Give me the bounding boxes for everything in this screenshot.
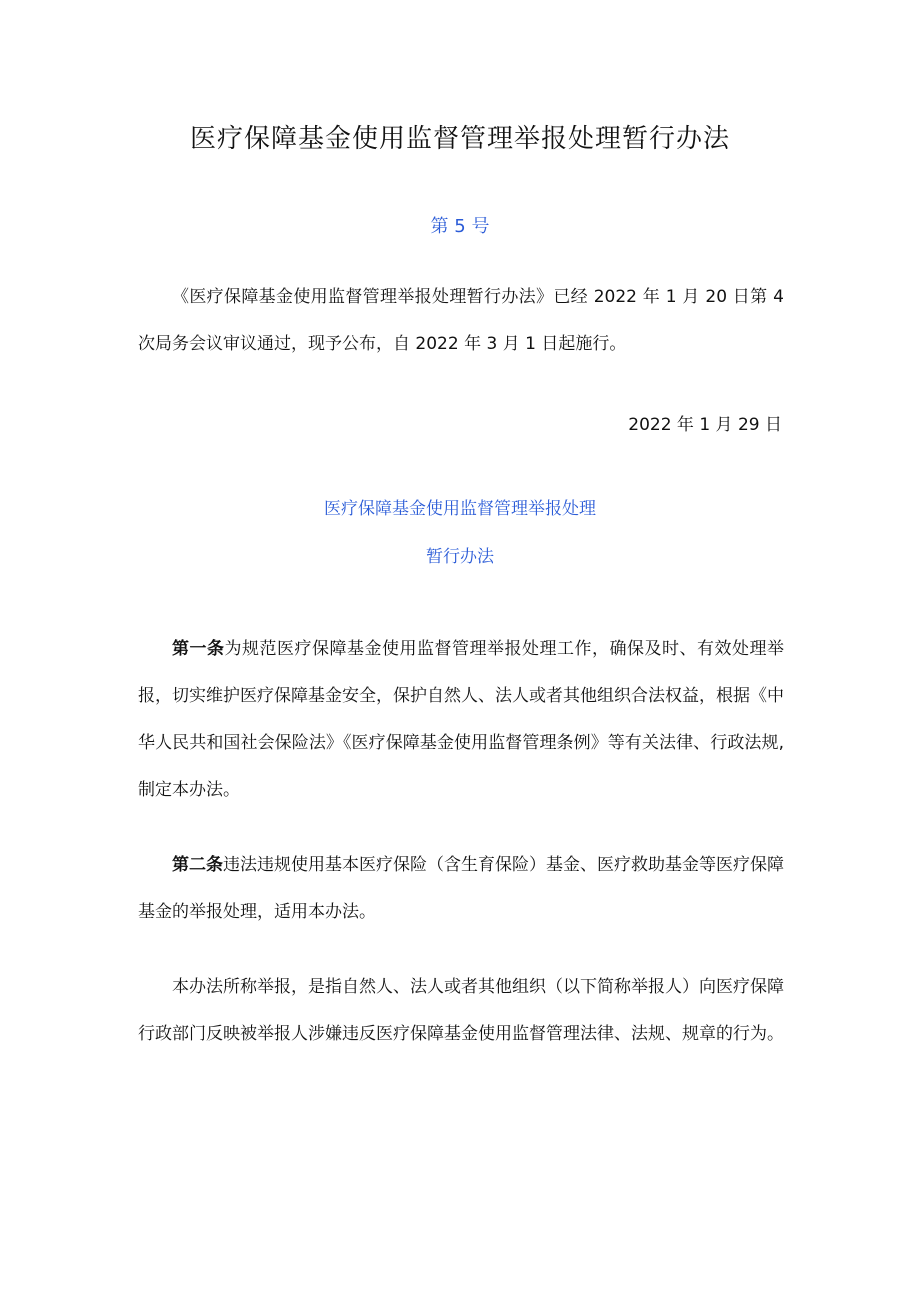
article-2-definition-paragraph: 本办法所称举报，是指自然人、法人或者其他组织（以下简称举报人）向医疗保障行政部门反映被举报人涉嫌违反医疗保障基金使用监督管理法律、法规、规章的行为。 <box>138 977 784 1044</box>
regulation-subtitle-line1: 医疗保障基金使用监督管理举报处理 <box>324 499 596 519</box>
article-1-label: 第一条 <box>172 639 225 659</box>
document-title: 医疗保障基金使用监督管理举报处理暂行办法 <box>189 124 730 154</box>
article-1-text: 为规范医疗保障基金使用监督管理举报处理工作，确保及时、有效处理举报，切实维护医疗保障基金安全，保护自然人、法人或者其他组织合法权益，根据《中华人民共和国社会保险法》《医疗保障基金使用监督管理条例》等有关法律、行政法规,制定本办法。 <box>138 639 784 800</box>
article-2-text: 违法违规使用基本医疗保险（含生育保险）基金、医疗救助基金等医疗保障基金的举报处理，适用本办法。 <box>138 855 784 922</box>
announcement-paragraph: 《医疗保障基金使用监督管理举报处理暂行办法》已经 2022 年 1 月 20 日第 4 次局务会议审议通过，现予公布，自 2022 年 3 月 1 日起施行。 <box>138 287 784 354</box>
article-2-label: 第二条 <box>172 855 223 875</box>
document-number: 第 5 号 <box>430 216 490 237</box>
issue-date: 2022 年 1 月 29 日 <box>628 415 782 435</box>
regulation-subtitle-line2: 暂行办法 <box>426 547 494 567</box>
article-2-paragraph <box>138 842 784 936</box>
article-1-paragraph <box>138 626 784 814</box>
